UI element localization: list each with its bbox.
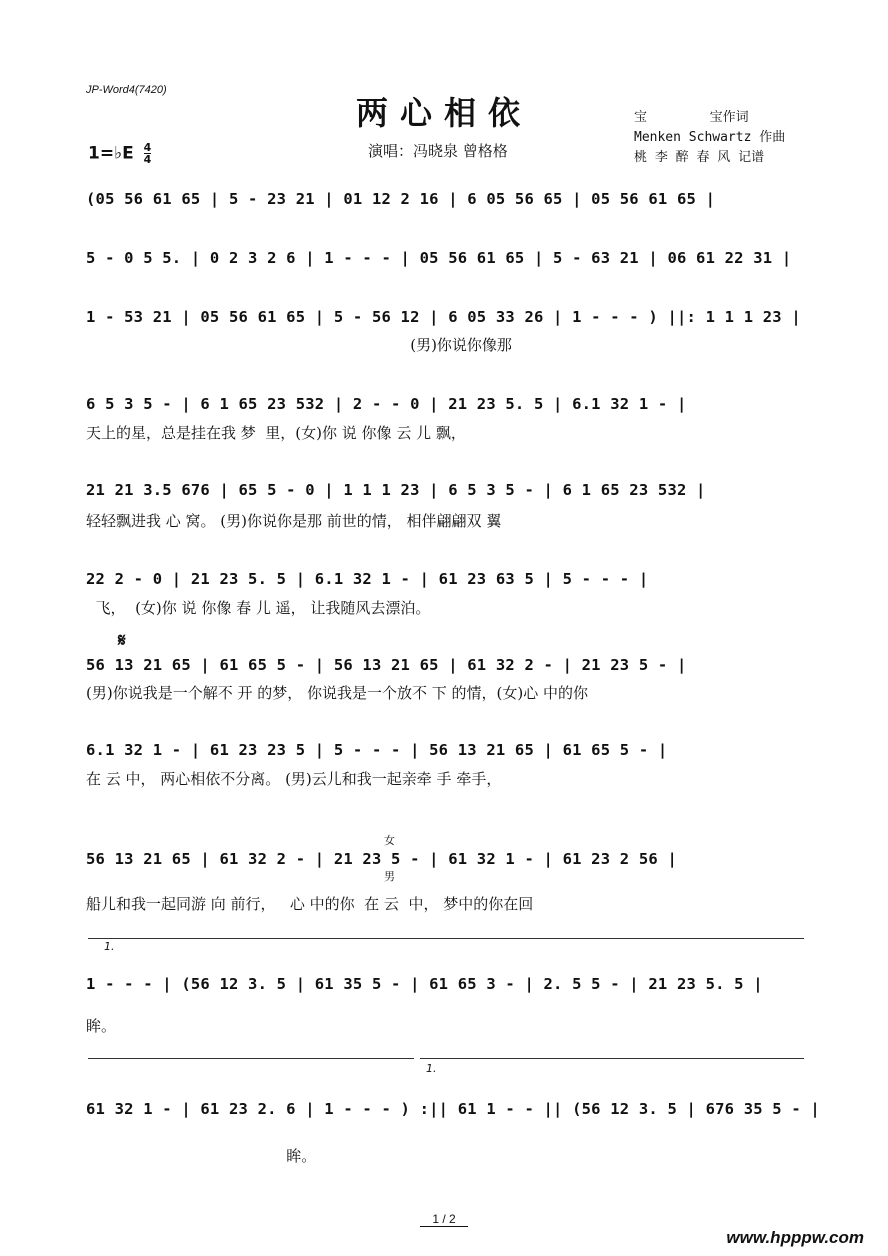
lyrics-row-4: 天上的星，总是挂在我 梦 里，(女)你 说 你像 云 儿 飘，: [86, 424, 466, 442]
credits: [634, 108, 785, 168]
lyrics-row-3: (男)你说你像那: [86, 336, 512, 354]
notation-row-10: 1 - - - | (56 12 3. 5 | 61 35 5 - | 61 65 3 - | 2. 5 5 - | 21 23 5. 5 |: [86, 975, 763, 993]
volta-label-2: 1.: [426, 1062, 437, 1075]
notation-row-4: 6 5 3 5 - | 6 1 65 23 532 | 2 - - 0 | 21 23 5. 5 | 6.1 32 1 - |: [86, 395, 687, 413]
notation-row-9: 56 13 21 65 | 61 32 2 - | 21 23 5 - | 61 32 1 - | 61 23 2 56 |: [86, 850, 677, 868]
lyrics-row-8: 在 云 中， 两心相依不分离。 (男)云儿和我一起亲牵 手 牵手，: [86, 770, 502, 788]
time-bottom: 4: [143, 153, 152, 166]
credit-lyricist: 宝 宝作词: [634, 110, 749, 125]
volta-label-1: 1.: [104, 940, 115, 953]
lyrics-row-5: 轻轻飘进我 心 窝。 (男)你说你是那 前世的情， 相伴翩翩双 翼: [86, 512, 502, 530]
credit-composer: Menken Schwartz 作曲: [634, 130, 786, 145]
lyrics-row-7: (男)你说我是一个解不 开 的梦， 你说我是一个放不 下 的情，(女)心 中的你: [86, 684, 589, 702]
watermark: www.hpppw.com: [726, 1228, 864, 1247]
notation-row-1: (05 56 61 65 | 5 - 23 21 | 01 12 2 16 | 6 05 56 65 | 05 56 61 65 |: [86, 190, 716, 208]
duet-label-female: 女: [384, 834, 395, 847]
lyrics-row-10: 眸。: [86, 1017, 117, 1035]
volta-bracket-left: [88, 1058, 414, 1059]
time-signature: [144, 142, 152, 165]
volta-bracket-2: [420, 1058, 804, 1059]
page-number: 1 / 2: [0, 1212, 888, 1226]
notation-row-11: 61 32 1 - | 61 23 2. 6 | 1 - - - ) :|| 61 1 - - || (56 12 3. 5 | 676 35 5 - |: [86, 1100, 820, 1118]
segno-mark: 𝄋: [118, 630, 126, 651]
singer-line: 演唱：冯晓泉 曾格格: [368, 142, 508, 160]
lyrics-row-6: 飞， (女)你 说 你像 春 儿 遥， 让我随风去漂泊。: [86, 599, 431, 617]
notation-row-6: 22 2 - 0 | 21 23 5. 5 | 6.1 32 1 - | 61 23 63 5 | 5 - - - |: [86, 570, 649, 588]
duet-label-male: 男: [384, 870, 395, 883]
source-label: JP-Word4(7420): [86, 84, 167, 96]
lyrics-row-9: 船儿和我一起同游 向 前行， 心 中的你 在 云 中， 梦中的你在回: [86, 895, 534, 913]
notation-row-7: 56 13 21 65 | 61 65 5 - | 56 13 21 65 | 61 32 2 - | 21 23 5 - |: [86, 656, 687, 674]
time-top: 4: [143, 141, 152, 154]
notation-row-3: 1 - 53 21 | 05 56 61 65 | 5 - 56 12 | 6 05 33 26 | 1 - - - ) ||: 1 1 1 23 |: [86, 308, 801, 326]
key-label: 1=♭E: [88, 143, 134, 164]
lyrics-row-11: 眸。: [86, 1147, 317, 1165]
notation-row-2: 5 - 0 5 5. | 0 2 3 2 6 | 1 - - - | 05 56 61 65 | 5 - 63 21 | 06 61 22 31 |: [86, 249, 792, 267]
key-signature: [88, 142, 151, 165]
credit-transcriber: 桃 李 醉 春 风 记谱: [634, 150, 765, 165]
notation-row-8: 6.1 32 1 - | 61 23 23 5 | 5 - - - | 56 13 21 65 | 61 65 5 - |: [86, 741, 668, 759]
notation-row-5: 21 21 3.5 676 | 65 5 - 0 | 1 1 1 23 | 6 5 3 5 - | 6 1 65 23 532 |: [86, 481, 706, 499]
volta-bracket-1: [88, 938, 804, 939]
song-title: 两心相依: [355, 94, 532, 132]
